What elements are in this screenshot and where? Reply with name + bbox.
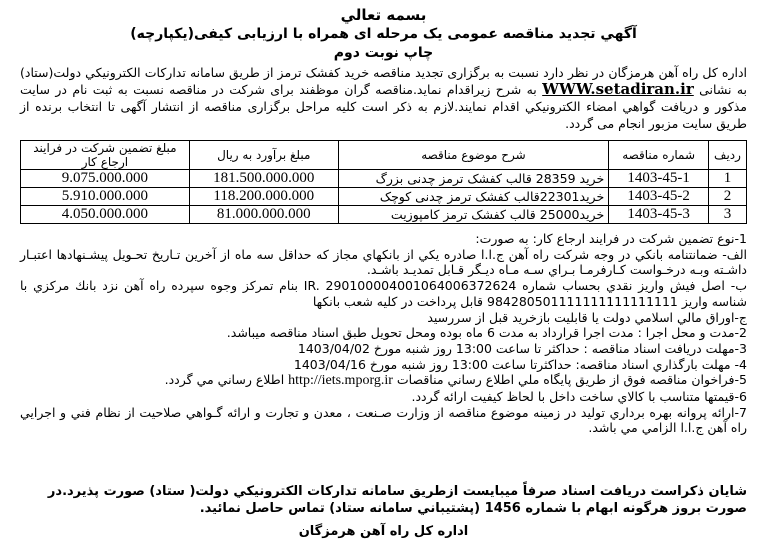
condition-cash-deposit	[20, 278, 747, 309]
announcement-text-2: اطلاع رساني مي گردد.	[164, 372, 285, 388]
intro-paragraph	[20, 64, 747, 132]
cell-guarantee: 5.910.000.000	[21, 188, 190, 206]
cell-subject: خرید 28359 قالب کفشک ترمز چدنی بزرگ	[338, 170, 608, 188]
conditions-section	[20, 231, 747, 436]
print-round: چاپ نوبت دوم	[333, 45, 434, 61]
cell-estimate: 181.500.000.000	[189, 170, 338, 188]
condition-guarantee-type: 1-نوع تضمين شركت در فرايند ارجاع كار: به صورت:	[475, 231, 747, 246]
col-header-number: شماره مناقصه	[609, 141, 709, 170]
col-header-row: رديف	[709, 141, 747, 170]
iban-number: IR. 290100004001064006372624	[303, 278, 517, 294]
cell-number: 1403-45-1	[609, 170, 709, 188]
condition-announcement	[20, 372, 747, 389]
footer-note: شايان ذکراست دريافت اسناد صرفاً ميبايست ازطريق سامانه تدارکات الکترونيکي دولت( ستاد) صورت پذيرد.در صورت بروز هرگونه ابهام با شماره 1456 (پشتيباني سامانه ستاد) تماس حاصل نمائيد.	[47, 484, 747, 516]
cell-estimate: 81.000.000.000	[189, 206, 338, 224]
intro-text-2: به شرح زیراقدام نماید.مناقصه گران موظفند برای شرکت در مناقصه نسبت به ثبت نام در سایت مذکور و دريافت گواهي امضاء الكترونيكي اقدام نمايند.لازم به ذکر است کلیه مراحل برگزاری مناقصه از انتشار آگهی تا انتخاب برنده از طریق سایت مزبور انجام می گردد.	[20, 82, 747, 131]
col-header-estimate: مبلغ برآورد به ريال	[189, 141, 338, 170]
cell-row: 2	[709, 188, 747, 206]
table-row	[21, 206, 747, 224]
condition-bonds: ج-اوراق مالي اسلامي دولت يا قابليت بازخريد قبل از سررسيد	[427, 309, 747, 325]
col-header-subject: شرح موضوع مناقصه	[338, 141, 608, 170]
condition-prices: 6-قيمتها متناسب با كالاي ساخت داخل با لحاظ كيفيت ارائه گردد.	[411, 389, 747, 405]
cell-row: 3	[709, 206, 747, 224]
cell-number: 1403-45-3	[609, 206, 709, 224]
basmala-heading: بسمه تعالي	[340, 6, 427, 24]
tender-table	[20, 140, 747, 224]
cell-estimate: 118.200.000.000	[189, 188, 338, 206]
cell-subject: خرید25000 قالب کفشک ترمز کامپوزیت	[338, 206, 608, 224]
cell-subject: خرید22301قالب کفشک ترمز چدنی کوچک	[338, 188, 608, 206]
table-row	[21, 188, 747, 206]
condition-upload-deadline: 4- مهلت بارگذاري اسناد مناقصه: حداكثرتا ساعت 13:00 روز شنبه مورخ 1403/04/16	[293, 356, 747, 372]
deposit-text-3: قابل پرداخت در كليه شعب بانكها	[312, 293, 484, 309]
cell-row: 1	[709, 170, 747, 188]
setad-site-link[interactable]: WWW.setadiran.ir	[542, 80, 694, 98]
table-row	[21, 170, 747, 188]
intro-text-1: اداره کل راه آهن هرمزگان در نظر دارد نسبت به برگزاری تجديد مناقصه خرید کفشک ترمز از طريق سامانه تداركات الكترونيكي دولت(ستاد) به نشانی	[20, 65, 747, 97]
notice-title: آگهي تجديد مناقصه عمومی یک مرحله ای همراه با ارزیابی کیفی(یکپارچه)	[130, 26, 637, 42]
col-header-guarantee: مبلغ تضمين شركت در فرايند ارجاع كار	[21, 141, 190, 170]
condition-doc-deadline: 3-مهلت دريافت اسناد مناقصه : حداكثر تا ساعت 13:00 روز شنبه مورخ 1403/04/02	[297, 340, 747, 356]
iets-link[interactable]: http://iets.mporg.ir	[288, 373, 393, 389]
signature: اداره کل راه آهن هرمزگان	[298, 524, 469, 539]
condition-license: 7-ارائه پروانه بهره برداري توليد در زمينه موضوع مناقصه از وزارت صـنعت ، معدن و تجارت و ارائه گـواهي صلاحيت از نظام فني و اجرايي راه آهن ج.ا.ا الزامي مي باشد.	[20, 404, 747, 436]
cell-number: 1403-45-2	[609, 188, 709, 206]
condition-bank-guarantee: الف- ضمانتنامه بانكي در وجه شركت راه آهن ج.ا.ا صادره يكي از بانكهاي مجاز كه حداقل سه ماه از آخرين تـاريخ تحـويل پيشـنهادها اعتبـار داشـته وبـه درخـواست كـارفرمـا بـراي سـه مـاه ديـگر قـابل تمديـد باشـد.	[20, 246, 747, 278]
cell-guarantee: 9.075.000.000	[21, 170, 190, 188]
deposit-text-1: ب- اصل فيش واريز نقدي بحساب شماره	[522, 278, 747, 294]
announcement-text-1: 5-فراخوان مناقصه فوق از طريق پايگاه ملي اطلاع رساني مناقصات	[396, 372, 747, 388]
condition-duration: 2-مدت و محل اجرا : مدت اجرا قرارداد به مدت 6 ماه بوده ومحل تحويل طبق اسناد مناقصه ميباشد.	[226, 325, 747, 341]
table-header-row	[21, 141, 747, 170]
deposit-id: 984280501111111111111111	[487, 293, 678, 309]
cell-guarantee: 4.050.000.000	[21, 206, 190, 224]
deposit-text-2: بنام تمركز وجوه سپرده راه آهن نزد بانك مركزي با شناسه واريز	[20, 278, 747, 309]
